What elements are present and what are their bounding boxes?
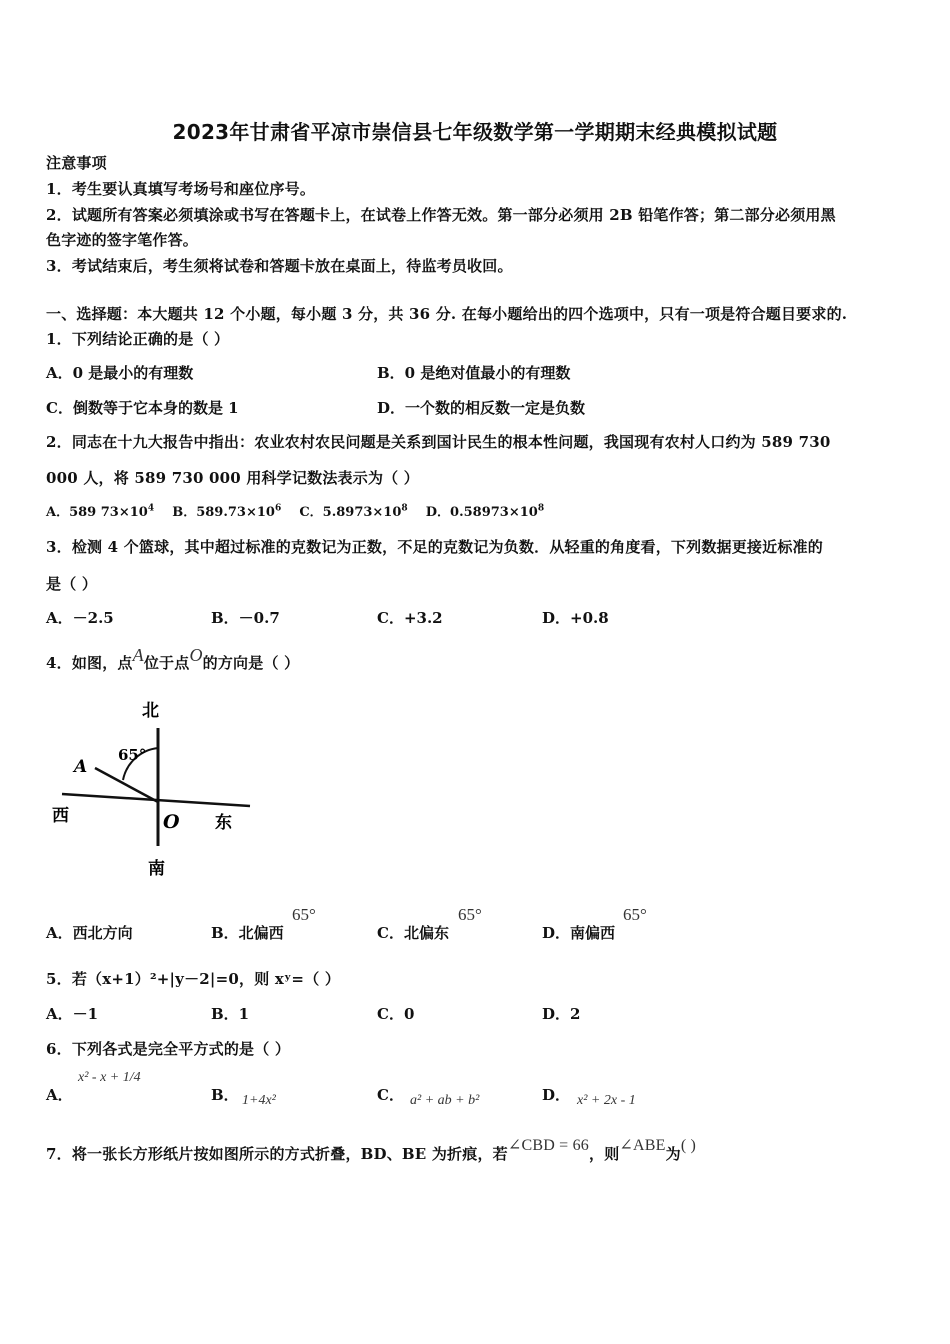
angle-65-label: 65° — [118, 746, 147, 764]
q5-stem: 5．若（x+1）²+|y－2|=0，则 xʸ=（ ） — [46, 970, 341, 988]
q3-option-b: B．－0.7 — [211, 609, 280, 627]
q4-option-a: A．西北方向 — [46, 924, 133, 942]
q5-option-b: B．1 — [211, 1005, 250, 1023]
notice-item-1: 1．考生要认真填写考场号和座位序号。 — [46, 180, 316, 198]
q3-option-c: C．+3.2 — [377, 609, 443, 627]
q6-option-d-label: D． — [542, 1086, 571, 1104]
q7-answer-paren: ( ) — [680, 1137, 697, 1154]
notice-item-2-cont: 色字迹的签字笔作答。 — [46, 231, 199, 249]
west-label: 西 — [52, 806, 69, 826]
q4-option-d-degree: 65° — [623, 905, 647, 924]
east-label: 东 — [215, 813, 232, 833]
q3-stem-line2: 是（ ） — [46, 575, 98, 593]
q1-option-c: C．倒数等于它本身的数是 1 — [46, 399, 239, 417]
notice-item-3: 3．考试结束后，考生须将试卷和答题卡放在桌面上，待监考员收回。 — [46, 257, 513, 275]
q6-option-a-expr: x² - x + 1/4 — [78, 1070, 141, 1085]
q6-option-c-expr: a² + ab + b² — [410, 1093, 480, 1108]
q7-condition: ∠CBD = 66 — [507, 1137, 589, 1154]
q2-option-c: C．$5.8973\times 10^8$ — [299, 503, 408, 520]
q3-option-a: A．－2.5 — [46, 609, 114, 627]
q6-option-b-label: B． — [211, 1086, 239, 1104]
o-label: O — [163, 811, 180, 833]
q7-stem: 7．将一张长方形纸片按如图所示的方式折叠，BD、BE 为折痕，若∠CBD = 66，则∠ABE为( ) — [46, 1137, 697, 1163]
q2-stem-line1: 2．同志在十九大报告中指出：农业农村农民问题是关系到国计民生的根本性问题，我国现有农村人口约为 589 730 — [46, 433, 831, 451]
q6-stem: 6．下列各式是完全平方式的是（ ） — [46, 1040, 291, 1058]
point-a-label: A — [132, 645, 144, 665]
q6-option-c-label: C． — [377, 1086, 404, 1104]
q6-option-a-label: A． — [46, 1086, 73, 1104]
q4-option-b: B．北偏西 — [211, 924, 284, 942]
a-label: A — [74, 757, 88, 777]
q1-option-a: A．0 是最小的有理数 — [46, 364, 194, 382]
q4-option-c-degree: 65° — [458, 905, 482, 924]
q3-option-d: D．+0.8 — [542, 609, 609, 627]
q5-option-a: A．－1 — [46, 1005, 99, 1023]
q7-target-angle: ∠ABE — [619, 1137, 666, 1154]
q6-option-d-expr: x² + 2x - 1 — [577, 1093, 636, 1108]
section-heading: 一、选择题：本大题共 12 个小题，每小题 3 分，共 36 分. 在每小题给出的四个选项中，只有一项是符合题目要求的. — [46, 305, 848, 323]
q2-options — [46, 501, 544, 520]
notice-heading: 注意事项 — [46, 154, 107, 172]
q5-option-c: C．0 — [377, 1005, 415, 1023]
q2-option-a: A．589 $73\times 10^4$ — [46, 503, 155, 520]
q2-stem-line2: 000 人，将 589 730 000 用科学记数法表示为（ ） — [46, 469, 419, 487]
south-label: 南 — [148, 859, 165, 879]
q6-option-b-expr: 1+4x² — [242, 1093, 276, 1108]
q4-option-b-degree: 65° — [292, 905, 316, 924]
q1-stem: 1．下列结论正确的是（ ） — [46, 330, 230, 348]
notice-item-2: 2．试题所有答案必须填涂或书写在答题卡上，在试卷上作答无效。第一部分必须用 2B 铅笔作答；第二部分必须用黑 — [46, 206, 836, 224]
q4-option-d: D．南偏西 — [542, 924, 616, 942]
north-label: 北 — [142, 701, 159, 721]
q4-stem: 4．如图，点A位于点O的方向是（ ） — [46, 645, 300, 672]
q4-option-c: C．北偏东 — [377, 924, 449, 942]
direction-figure — [40, 688, 260, 888]
q3-stem-line1: 3．检测 4 个篮球，其中超过标准的克数记为正数，不足的克数记为负数．从轻重的角度看，下列数据更接近标准的 — [46, 538, 823, 556]
q1-option-b: B．0 是绝对值最小的有理数 — [377, 364, 571, 382]
q5-option-d: D．2 — [542, 1005, 581, 1023]
q2-option-d: D．$0.58973\times 10^8$ — [425, 503, 545, 520]
q1-option-d: D．一个数的相反数一定是负数 — [377, 399, 586, 417]
point-o-label: O — [189, 645, 203, 665]
q2-option-b: B．$589.73\times 10^6$ — [172, 503, 282, 520]
page-title: 2023年甘肃省平凉市崇信县七年级数学第一学期期末经典模拟试题 — [172, 120, 778, 144]
